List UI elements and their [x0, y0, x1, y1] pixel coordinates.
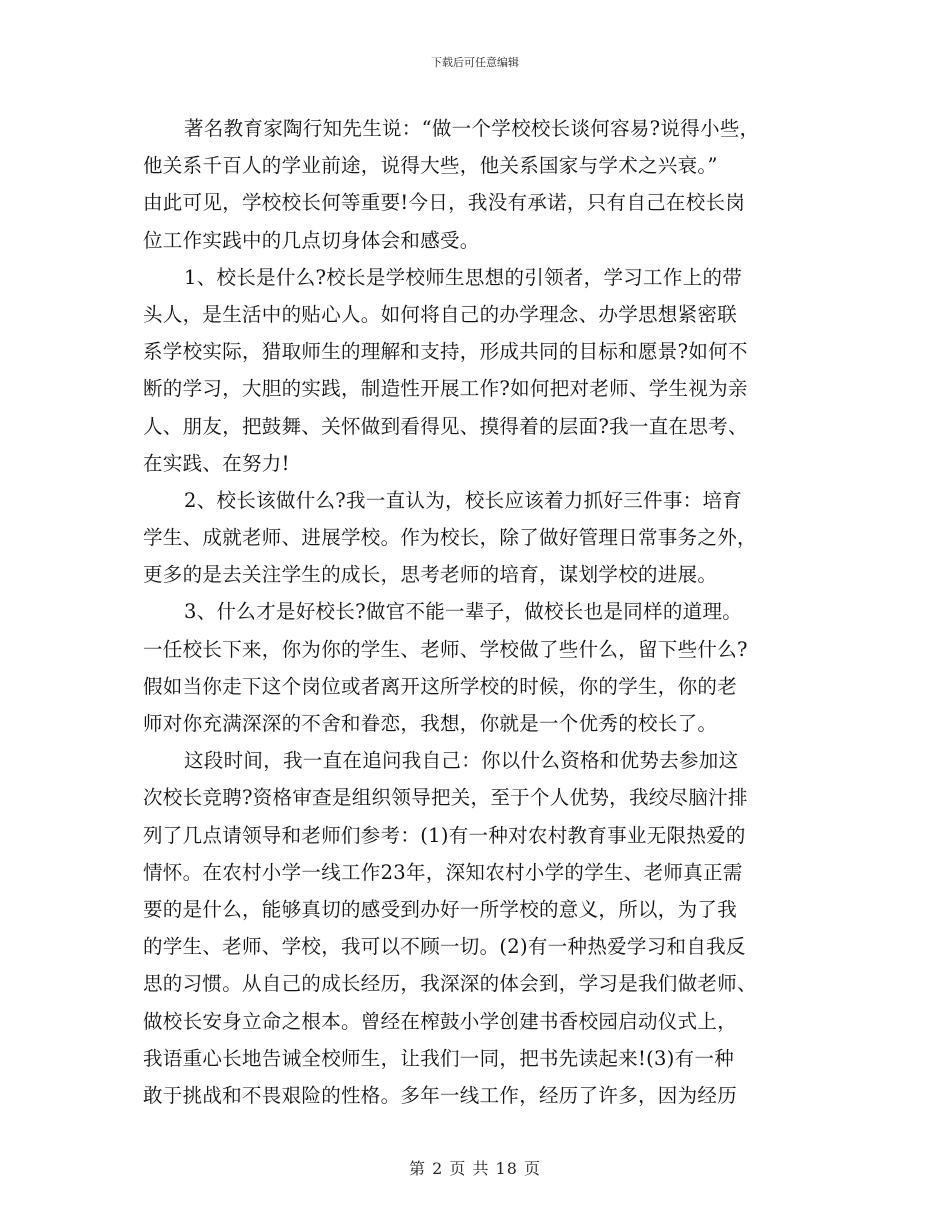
text-line: 思的习惯。从自己的成长经历，我深深的体会到，学习是我们做老师、 — [143, 972, 757, 996]
text-line: 敢于挑战和不畏艰险的性格。多年一线工作，经历了许多，因为经历 — [143, 1083, 738, 1107]
text-line: 头人，是生活中的贴心人。如何将自己的办学理念、办学思想紧密联 — [143, 302, 738, 326]
text-line: 这段时间，我一直在追问我自己：你以什么资格和优势去参加这 — [184, 749, 739, 773]
body-text — [143, 110, 808, 1114]
text-line: 师对你充满深深的不舍和眷恋，我想，你就是一个优秀的校长了。 — [143, 712, 718, 735]
text-line: 系学校实际，猎取师生的理解和支持，形成共同的目标和愿景?如何不 — [143, 340, 748, 364]
page-footer: 第 2 页 共 18 页 — [409, 1159, 541, 1178]
text-line: 我语重心长地告诫全校师生，让我们一同，把书先读起来!(3)有一种 — [143, 1046, 735, 1070]
text-line: 假如当你走下这个岗位或者离开这所学校的时候，你的学生，你的老 — [143, 674, 738, 698]
text-line: 一任校长下来，你为你的学生、老师、学校做了些什么，留下些什么? — [143, 637, 748, 661]
text-line: 列了几点请领导和老师们参考：(1)有一种对农村教育事业无限热爱的 — [143, 823, 746, 847]
text-line: 做校长安身立命之根本。曾经在榨鼓小学创建书香校园启动仪式上， — [143, 1009, 738, 1033]
text-line: 由此可见，学校校长何等重要!今日，我没有承诺，只有自己在校长岗 — [143, 191, 746, 215]
text-line: 他关系千百人的学业前途，说得大些，他关系国家与学术之兴衰。” — [143, 154, 718, 178]
text-line: 3、什么才是好校长?做官不能一辈子，做校长也是同样的道理。 — [184, 600, 743, 624]
text-line: 情怀。在农村小学一线工作23年，深知农村小学的学生、老师真正需 — [143, 860, 743, 884]
text-line: 更多的是去关注学生的成长，思考老师的培育，谋划学校的进展。 — [143, 563, 718, 587]
text-line: 人、朋友，把鼓舞、关怀做到看得见、摸得着的层面?我一直在思考、 — [143, 414, 748, 438]
text-line: 2、校长该做什么?我一直认为，校长应该着力抓好三件事：培育 — [184, 488, 743, 512]
text-line: 要的是什么，能够真切的感受到办好一所学校的意义，所以，为了我 — [143, 897, 738, 921]
text-line: 次校长竞聘?资格审查是组织领导把关，至于个人优势，我绞尽脑汁排 — [143, 786, 748, 810]
text-line: 断的学习，大胆的实践，制造性开展工作?如何把对老师、学生视为亲 — [143, 377, 748, 401]
text-line: 1、校长是什么?校长是学校师生思想的引领者，学习工作上的带 — [184, 265, 743, 289]
text-line: 在实践、在努力! — [143, 451, 290, 475]
text-line: 著名教育家陶行知先生说：“做一个学校校长谈何容易?说得小些， — [184, 117, 760, 140]
text-line: 学生、成就老师、进展学校。作为校长，除了做好管理日常事务之外， — [143, 526, 757, 550]
page-header: 下载后可任意编辑 — [431, 56, 519, 69]
text-line: 位工作实践中的几点切身体会和感受。 — [143, 228, 480, 252]
text-line: 的学生、老师、学校，我可以不顾一切。(2)有一种热爱学习和自我反 — [143, 935, 746, 959]
